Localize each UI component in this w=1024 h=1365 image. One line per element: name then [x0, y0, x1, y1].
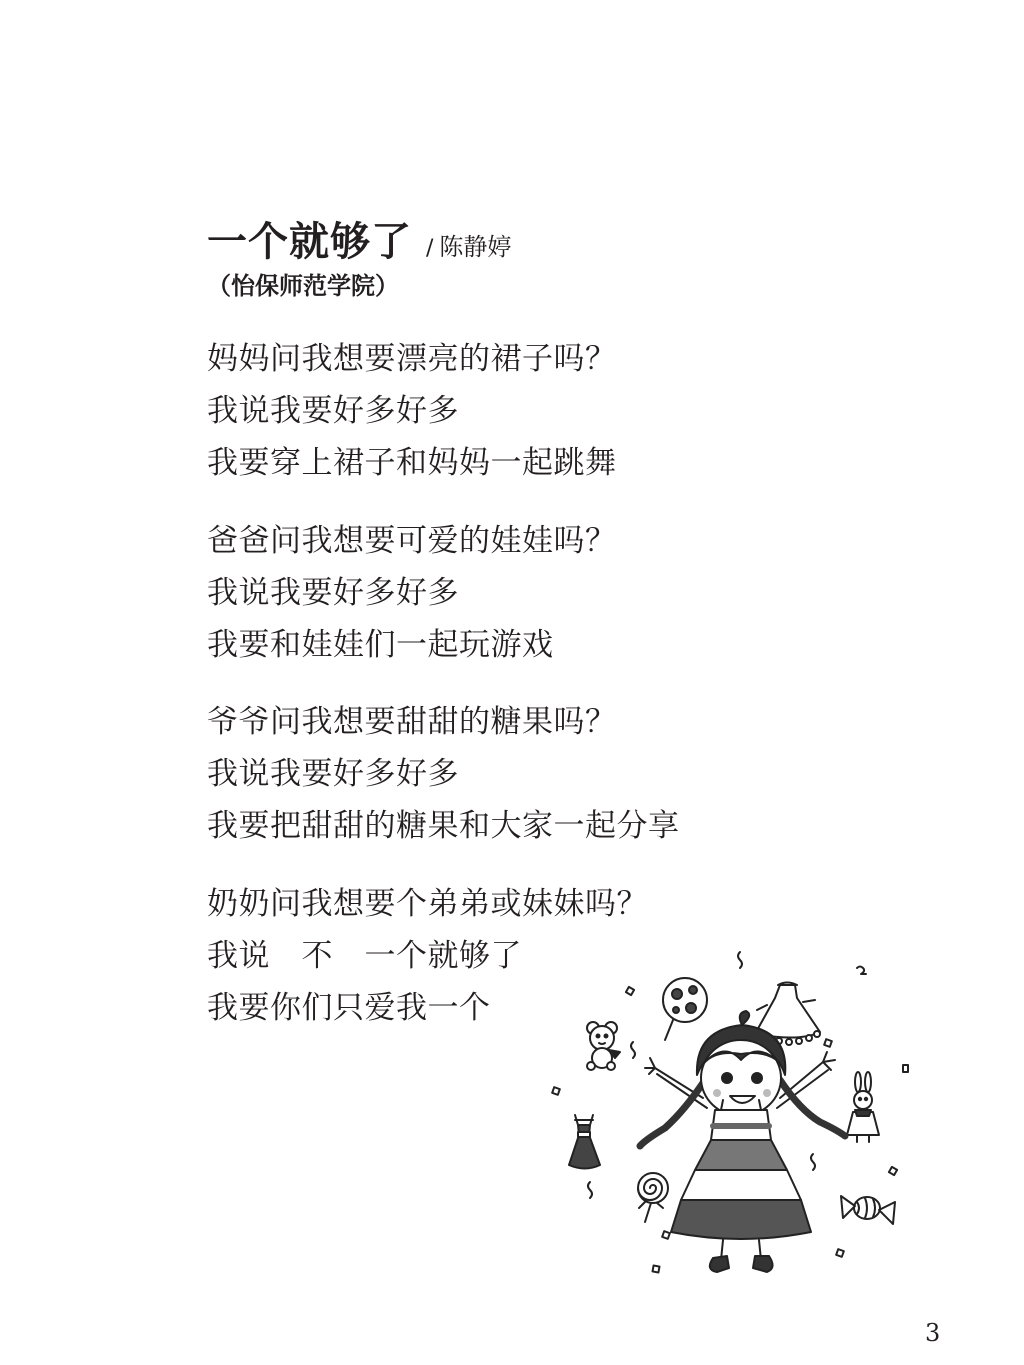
poem-author	[426, 232, 511, 264]
poem-line: 爸爸问我想要可爱的娃娃吗？	[207, 523, 617, 559]
poem-line: 我说我要好多好多	[207, 756, 459, 792]
author-name: 陈静婷	[439, 233, 512, 261]
poem-line: 我要穿上裙子和妈妈一起跳舞	[207, 445, 617, 481]
wrapped-candy-icon	[841, 1196, 895, 1224]
poem-title: 一个就够了	[207, 219, 412, 265]
author-affiliation: （怡保师范学院）	[207, 272, 399, 300]
poem-line: 我说 不 一个就够了	[207, 938, 522, 974]
teddy-bear-icon	[587, 1022, 620, 1070]
poem-line: 我要把甜甜的糖果和大家一起分享	[207, 808, 680, 844]
poem-line: 我说我要好多好多	[207, 575, 459, 611]
page-number: 3	[925, 1319, 941, 1347]
swirl-lollipop-icon	[638, 1173, 668, 1222]
stanza-3	[207, 696, 767, 852]
small-dress-icon	[569, 1115, 600, 1169]
poem-line: 妈妈问我想要漂亮的裙子吗？	[207, 341, 617, 377]
poem-line: 爷爷问我想要甜甜的糖果吗？	[207, 704, 617, 740]
stanza-1	[207, 333, 767, 489]
poem-line: 我要你们只爱我一个	[207, 990, 491, 1026]
girl-illustration	[545, 950, 925, 1280]
spotted-lollipop-icon	[663, 978, 707, 1040]
poem-line: 我要和娃娃们一起玩游戏	[207, 627, 554, 663]
poem-line: 我说我要好多好多	[207, 393, 459, 429]
stanza-2	[207, 515, 767, 671]
bunny-toy-icon	[847, 1072, 879, 1142]
poem-line: 奶奶问我想要个弟弟或妹妹吗？	[207, 886, 648, 922]
girl-figure	[640, 1011, 845, 1272]
author-separator: /	[426, 236, 434, 261]
title-row	[207, 218, 511, 266]
